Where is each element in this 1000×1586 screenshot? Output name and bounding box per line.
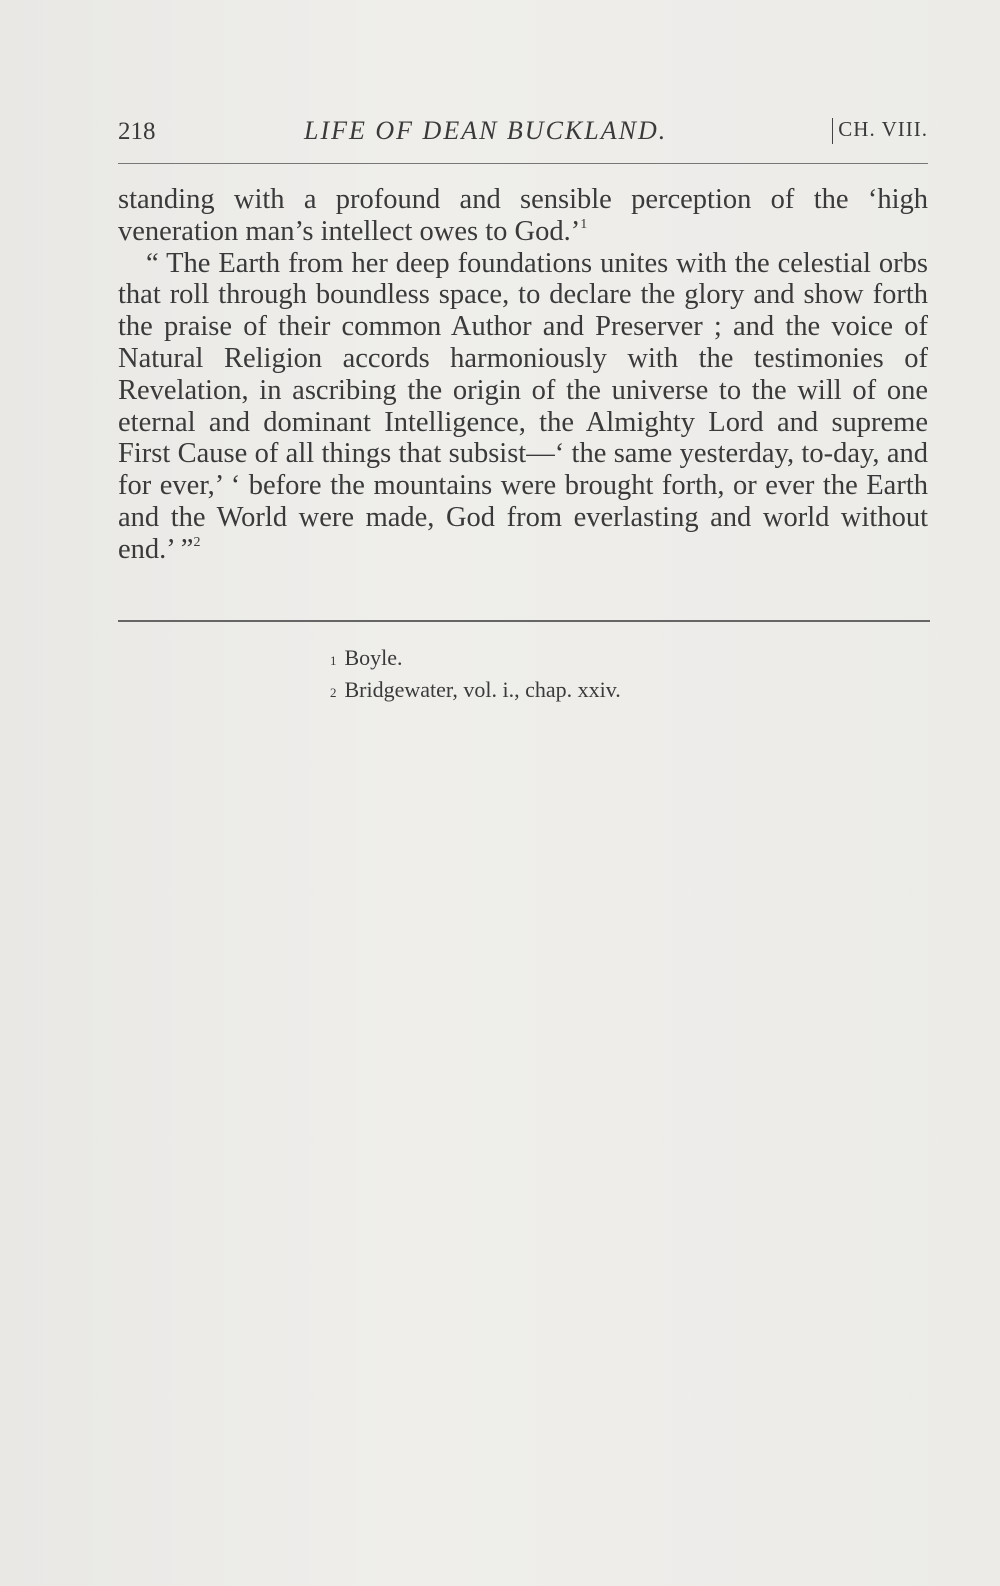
running-title: LIFE OF DEAN BUCKLAND.	[304, 116, 668, 145]
footnote	[330, 674, 890, 706]
header-rule	[118, 163, 928, 164]
paragraph-text: standing with a profound and sensible perception of the ‘high veneration man’s intellect owes to God.’	[118, 184, 928, 247]
footnote	[330, 642, 890, 674]
footnote-mark: 1	[330, 653, 337, 668]
running-head	[118, 116, 928, 156]
footnote-rule	[118, 620, 930, 622]
paragraph-text: “ The Earth from her deep foundations unites with the celestial orbs that roll through boundless space, to declare the glory and show forth the praise of their common Author and Preserver ; and the voice of Natural Religion accords harmoniously with the testimonies of Revelation, in ascribing the origin of the universe to the will of one eternal and dominant Intelligence, the Almighty Lord and supreme First Cause of all things that subsist—‘ the same yesterday, to-day, and for ever,’ ‘ before the mountains were brought forth, or ever the Earth and the World were made, God from everlasting and world without end.’ ”	[118, 247, 928, 565]
footnotes	[330, 642, 890, 706]
page-number: 218	[118, 118, 156, 145]
footnote-text: Bridgewater, vol. i., chap. xxiv.	[344, 677, 621, 702]
paragraph-continuation	[118, 184, 928, 248]
main-text	[118, 184, 928, 566]
footnote-mark: 2	[330, 685, 337, 700]
footnote-reference: 1	[580, 216, 588, 232]
chapter-reference: CH. VIII.	[832, 118, 928, 144]
footnote-text: Boyle.	[344, 645, 403, 670]
footnote-reference: 2	[193, 534, 201, 550]
paragraph-quotation	[118, 248, 928, 566]
